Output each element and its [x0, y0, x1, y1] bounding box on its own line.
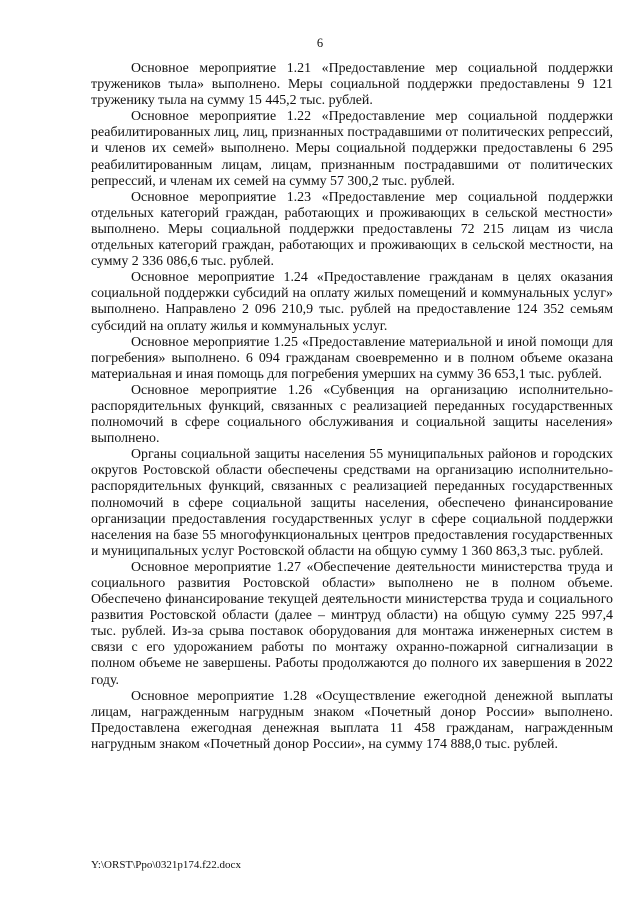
paragraph-1-22: Основное мероприятие 1.22 «Предоставление мер социальной поддержки реабилитированных лиц, лиц, признанных пострадавшими от политических репрессий, и членов их семей» выполнено. Меры социальной поддержки предоставлены 6 295 реабилитированным лицам, лицам, признанным пострадавшими от политических репрессий, и членам их семей на сумму 57 300,2 тыс. рублей.: [91, 109, 613, 189]
paragraph-1-21: Основное мероприятие 1.21 «Предоставление мер социальной поддержки тружеников тыла» выполнено. Меры социальной поддержки предоставлены 9 121 труженику тыла на сумму 15 445,2 тыс. рублей.: [91, 61, 613, 109]
paragraph-1-27: Основное мероприятие 1.27 «Обеспечение деятельности министерства труда и социального развития Ростовской области» выполнено не в полном объеме. Обеспечено финансирование текущей деятельности министерства труда и социального развития Ростовской области (далее – минтруд области) на общую сумму 225 997,4 тыс. рублей. Из-за срыва поставок оборудования для монтажа инженерных систем в связи с его удорожанием работы по монтажу охранно-пожарной сигнализации в полном объеме не завершены. Работы продолжаются до полного их завершения в 2022 году.: [91, 559, 613, 688]
paragraph-1-25: Основное мероприятие 1.25 «Предоставление материальной и иной помощи для погребения» выполнено. 6 094 гражданам своевременно и в полном объеме оказана материальная и иная помощь для погребения умерших на сумму 36 653,1 тыс. рублей.: [91, 334, 613, 382]
paragraph-social-protection: Органы социальной защиты населения 55 муниципальных районов и городских округов Ростовской области обеспечены средствами на организацию исполнительно-распорядительных функций, связанных с реализацией переданных государственных полномочий в сфере социальной защиты населения, обеспечено финансирование организации предоставления государственных услуг в сфере социальной поддержки населения на базе 55 многофункциональных центров предоставления государственных и муниципальных услуг Ростовской области на общую сумму 1 360 863,3 тыс. рублей.: [91, 447, 613, 559]
page-number: 6: [316, 36, 324, 50]
footer-file-path: Y:\ORST\Ppo\0321p174.f22.docx: [91, 859, 241, 871]
paragraph-1-28: Основное мероприятие 1.28 «Осуществление ежегодной денежной выплаты лицам, награжденным нагрудным знаком «Почетный донор России» выполнено. Предоставлена ежегодная денежная выплата 11 458 гражданам, награжденным нагрудным знаком «Почетный донор России», на сумму 174 888,0 тыс. рублей.: [91, 688, 613, 752]
document-body: [91, 61, 613, 753]
paragraph-1-23: Основное мероприятие 1.23 «Предоставление мер социальной поддержки отдельных категорий граждан, работающих и проживающих в сельской местности» выполнено. Меры социальной поддержки предоставлены 72 215 лицам из числа отдельных категорий граждан, работающих и проживающих в сельской местности, на сумму 2 336 086,6 тыс. рублей.: [91, 189, 613, 270]
paragraph-1-24: Основное мероприятие 1.24 «Предоставление гражданам в целях оказания социальной поддержки субсидий на оплату жилых помещений и коммунальных услуг» выполнено. Направлено 2 096 210,9 тыс. рублей на предоставление 124 352 семьям субсидий на оплату жилья и коммунальных услуг.: [91, 270, 613, 334]
paragraph-1-26: Основное мероприятие 1.26 «Субвенция на организацию исполнительно-распорядительных функций, связанных с реализацией переданных государственных полномочий в сфере социального обслуживания и социальной защиты населения» выполнено.: [91, 382, 613, 447]
